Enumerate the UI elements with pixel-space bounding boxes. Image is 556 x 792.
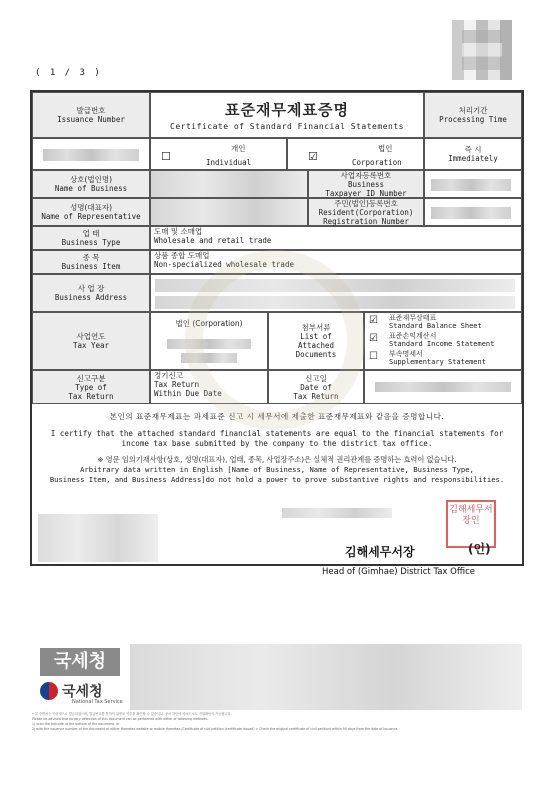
individual-option xyxy=(150,138,287,170)
business-item-value-kr: 상품 종합 도매업 xyxy=(154,251,210,260)
redacted-resident-number xyxy=(431,207,511,219)
corporation-label: 법인 (Corporation) xyxy=(175,319,243,328)
business-name-en: Name of Business xyxy=(54,184,128,193)
business-type-kr: 업 태 xyxy=(82,229,100,238)
representative-kr: 성명(대표자) xyxy=(69,203,113,212)
redacted-representative xyxy=(151,199,307,225)
business-type-value-kr: 도매 및 소매업 xyxy=(154,227,203,236)
return-type-label xyxy=(32,370,150,404)
representative-en: Name of Representative xyxy=(41,212,141,221)
business-type-label xyxy=(32,226,150,250)
redacted-business-name xyxy=(151,171,307,197)
corporation-en: Corporation xyxy=(352,158,402,167)
business-address-kr: 사 업 장 xyxy=(77,284,105,293)
return-type-kr: 신고구분 xyxy=(76,373,106,383)
attached-en3: Documents xyxy=(295,350,337,359)
business-name-label xyxy=(32,170,150,198)
taxpayer-id-en2: Taxpayer ID Number xyxy=(325,188,407,198)
redacted-issue-info xyxy=(38,514,158,562)
supplementary-en: Supplementary Statement xyxy=(389,358,486,366)
immediately-kr: 즉 시 xyxy=(464,145,482,154)
processing-time-label xyxy=(424,92,522,138)
redacted-issue-date xyxy=(282,508,392,518)
business-type-value-en: Wholesale and retail trade xyxy=(154,236,272,245)
certification-statement-kr: 본인의 표준재무제표는 과세표준 신고 시 세무서에 제출한 표준재무제표와 같음을 증명합니다. xyxy=(109,412,445,421)
business-item-value-en: Non-specialized wholesale trade xyxy=(154,260,294,269)
redacted-barcode-area xyxy=(130,644,522,710)
business-type-en: Business Type xyxy=(61,238,121,247)
document-title xyxy=(150,92,424,138)
corporation-option xyxy=(287,138,424,170)
redacted-issuance-number xyxy=(43,149,139,161)
individual-kr: 개인 xyxy=(231,144,246,153)
supplementary-kr: 부속명세서 xyxy=(389,350,423,358)
business-name-kr: 상호(법인명) xyxy=(69,175,113,184)
attached-en1: List of xyxy=(300,332,332,341)
return-type-en2: Tax Return xyxy=(68,391,114,401)
page-number: ( 1 / 3 ) xyxy=(35,68,102,78)
qr-code-inner xyxy=(462,30,502,70)
return-value-kr: 정기신고 xyxy=(154,371,183,380)
balance-sheet-checkbox: ☑ xyxy=(369,315,378,326)
note-statement-en-1: Arbitrary data written in English [Name of Business, Name of Representative, Business Type, xyxy=(80,465,474,474)
issuance-number-label xyxy=(32,92,150,138)
nts-label-kr: 국세청 xyxy=(62,684,103,700)
business-name-value xyxy=(150,170,308,198)
issuance-number-value xyxy=(32,138,150,170)
note-statement-en-2: Business Item, and Business Address]do not hold a power to prove substantive rights and responsibilities. xyxy=(49,475,505,484)
business-item-value xyxy=(150,250,522,274)
footer-note-2: Please be advised that forgery detection of this document can be performed with either of following methods. xyxy=(32,717,208,721)
business-item-en: Business Item xyxy=(61,262,121,271)
tax-office-name-en: Head of (Gimhae) District Tax Office xyxy=(322,567,475,577)
taxpayer-id-label xyxy=(308,170,424,198)
return-value-en2: Within Due Date xyxy=(154,389,222,398)
income-statement-kr: 표준손익계산서 xyxy=(389,332,437,340)
business-address-en: Business Address xyxy=(54,293,128,302)
seal-text: 김해세무서장인 xyxy=(449,505,493,526)
attached-en2: Attached xyxy=(297,341,335,350)
resident-number-value xyxy=(424,198,522,226)
return-date-en2: Tax Return xyxy=(293,391,339,401)
business-item-label xyxy=(32,250,150,274)
representative-value xyxy=(150,198,308,226)
watermark-seal xyxy=(185,250,365,430)
certification-statement-en-2: income tax base submitted by the company to the district tax office. xyxy=(121,439,433,448)
redacted-taxpayer-id xyxy=(431,179,511,191)
title-en: Certificate of Standard Financial Statements xyxy=(170,122,404,131)
income-statement-en: Standard Income Statement xyxy=(389,340,495,348)
tax-year-kr: 사업연도 xyxy=(76,332,106,341)
footer-note-3: 1) scan the barcode at the bottom of the document, or xyxy=(32,722,120,726)
return-date-value xyxy=(364,370,522,404)
footer-note-1: • 본 증명서는 인터넷으로 발급되었으며, 발급번호를 통하여 위변조 여부를 확인할 수 있습니다. 문서 하단의 바코드로도 진위확인이 가능합니다. xyxy=(32,712,232,716)
resident-number-en1: Resident(Corporation) xyxy=(318,207,414,217)
taxpayer-id-en1: Business xyxy=(347,179,385,189)
seal-mark: (인) xyxy=(468,542,491,556)
business-item-kr: 종 목 xyxy=(82,253,100,262)
certification-statement-en-1: I certify that the attached standard financial statements are equal to the financial statements for xyxy=(50,429,504,438)
tax-year-label xyxy=(32,312,150,370)
individual-en: Individual xyxy=(206,158,252,167)
footer-note-4: 2) with the issuance number of the document at either Hometax website or mobile Hometax (Certificate of civil petition (certificate issued) > Check the original certificate of civil petition) within 90 days from the date of issuance. xyxy=(32,727,399,731)
redacted-return-date xyxy=(375,382,511,392)
business-type-value xyxy=(150,226,522,250)
nts-emblem-icon xyxy=(40,682,58,700)
return-type-en1: Type of xyxy=(75,382,107,392)
tax-office-name-kr: 김해세무서장 xyxy=(345,545,415,559)
representative-label xyxy=(32,198,150,226)
balance-sheet-kr: 표준재무상태표 xyxy=(389,314,437,322)
tax-year-en: Tax Year xyxy=(72,341,110,350)
resident-number-label xyxy=(308,198,424,226)
taxpayer-id-value xyxy=(424,170,522,198)
corporation-kr: 법인 xyxy=(378,144,393,153)
return-date-en1: Date of xyxy=(300,382,332,392)
processing-time-kr: 처리기간 xyxy=(458,106,488,115)
resident-number-kr: 주민(법인)등록번호 xyxy=(334,198,398,208)
return-date-kr: 신고일 xyxy=(305,373,327,383)
attached-kr: 첨부서류 xyxy=(301,323,331,332)
individual-checkbox: ☐ xyxy=(161,150,171,163)
corporation-checkbox: ☑ xyxy=(308,150,318,163)
income-statement-checkbox: ☑ xyxy=(369,333,378,344)
balance-sheet-en: Standard Balance Sheet xyxy=(389,322,482,330)
resident-number-en2: Registration Number xyxy=(323,216,409,226)
return-value-en1: Tax Return xyxy=(154,380,200,389)
immediately-en: Immediately xyxy=(448,154,498,163)
title-kr: 표준재무제표증명 xyxy=(225,101,349,119)
processing-time-en: Processing Time xyxy=(439,115,507,124)
note-statement-kr: ※ 영문 임의기재사항(상호, 성명(대표자), 업태, 종목, 사업장주소)은 실체적 권리관계를 증명하는 효력이 없습니다. xyxy=(97,455,457,464)
nts-label-en: National Tax Service xyxy=(72,699,123,705)
taxpayer-id-kr: 사업자등록번호 xyxy=(340,170,392,180)
supplementary-checkbox: ☐ xyxy=(369,351,378,362)
issuance-number-label-en: Issuance Number xyxy=(57,115,125,124)
nts-watermark-logo: 국세청 xyxy=(40,648,120,676)
business-address-label xyxy=(32,274,150,312)
issuance-number-label-kr: 발급번호 xyxy=(76,106,106,115)
processing-time-value xyxy=(424,138,522,170)
attached-documents-list xyxy=(364,312,522,370)
